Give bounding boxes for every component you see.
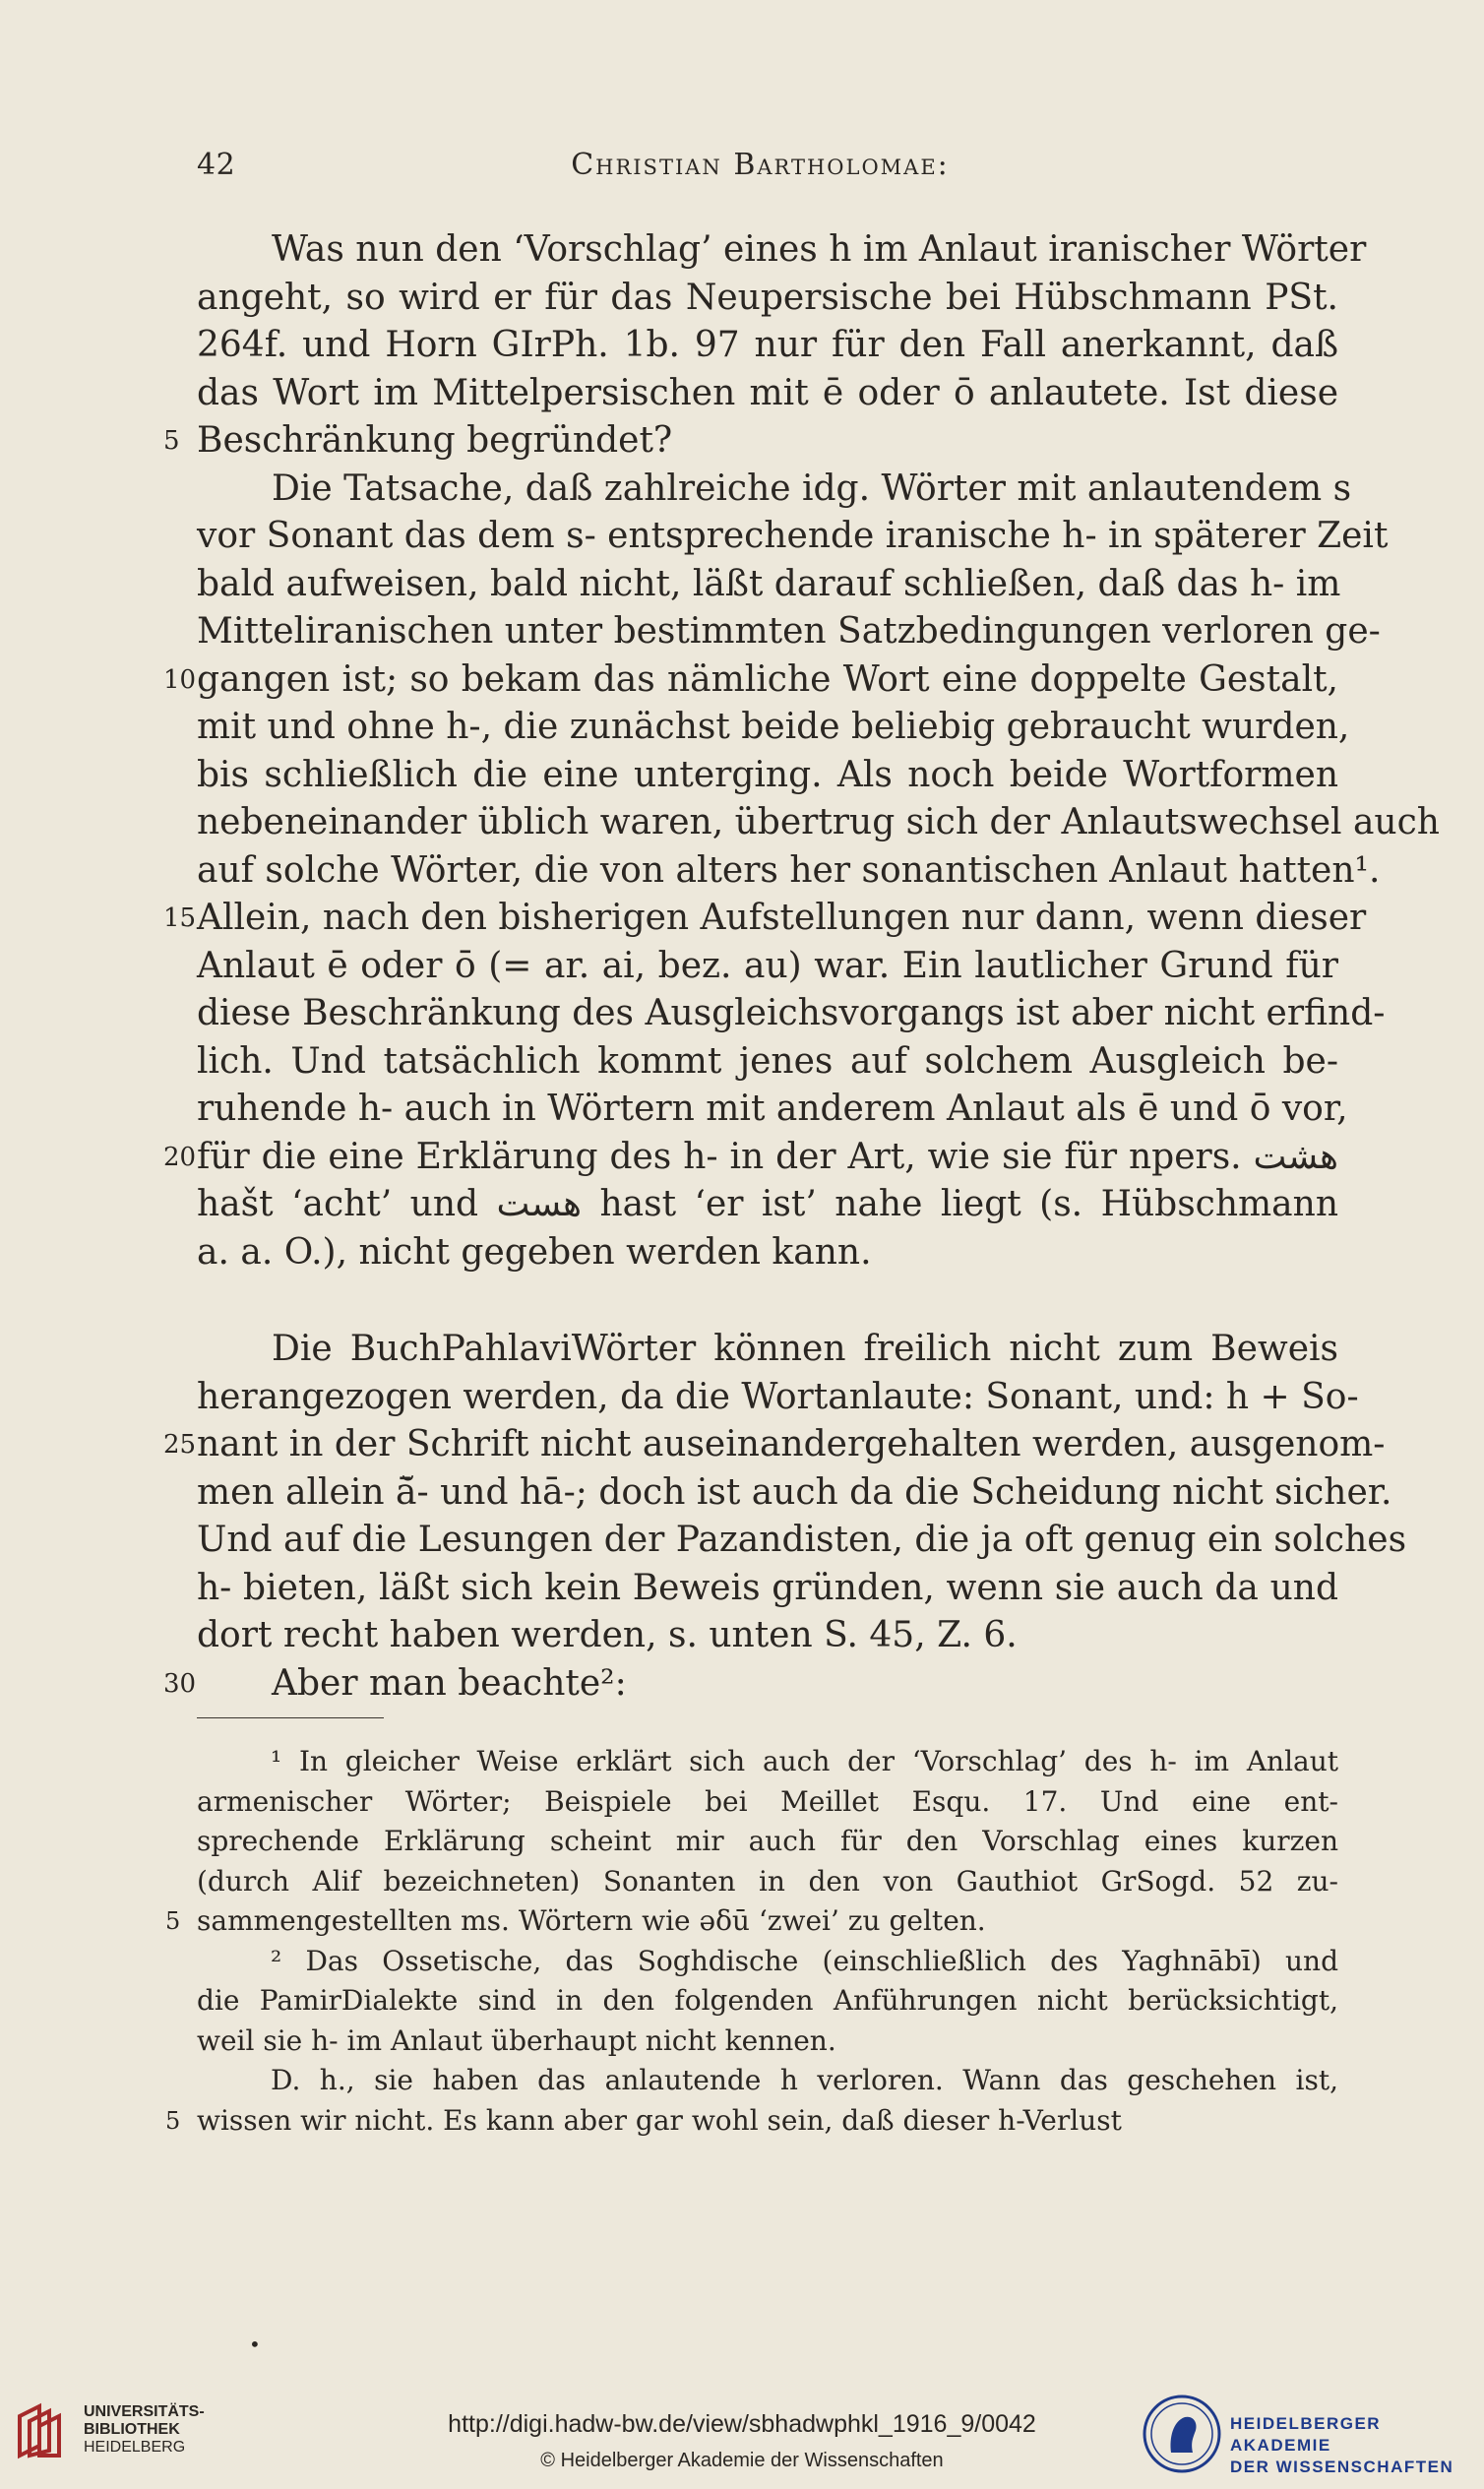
text-line: diese Beschränkung des Ausgleichsvorgangs ist aber nicht erfind-	[197, 993, 1386, 1033]
main-text	[163, 226, 1440, 1708]
footnote-line: wissen wir nicht. Es kann aber gar wohl sein, daß dieser h-Verlust	[197, 2103, 1122, 2137]
line-number: 30	[163, 1668, 197, 1699]
text-line: Anlaut ē oder ō (= ar. ai, bez. au) war. Ein lautlicher Grund für	[197, 945, 1338, 986]
text-line: nebeneinander üblich waren, übertrug sich der Anlautswechsel auch	[197, 802, 1440, 842]
text-line: men allein ā̆- und hā-; doch ist auch da die Scheidung nicht sicher.	[197, 1471, 1392, 1513]
line-number: 5	[165, 1907, 181, 1935]
line-number: 10	[163, 664, 197, 695]
footnote-line: ¹ In gleicher Weise erklärt sich auch der ‘Vorschlag’ des h- im Anlaut	[271, 1745, 1338, 1777]
text-line: hašt ‘acht’ und هست hast ‘er ist’ nahe liegt (s. Hübschmann	[197, 1184, 1338, 1224]
footnote-line: (durch Alif bezeichneten) Sonanten in den von Gauthiot GrSogd. 52 zu-	[197, 1864, 1338, 1898]
running-head	[197, 148, 1324, 183]
footnote-line: sprechende Erklärung scheint mir auch für den Vorschlag eines kurzen	[197, 1825, 1338, 1857]
academy-seal-icon	[1142, 2394, 1222, 2474]
footnote-line-wrap	[165, 1901, 1338, 1942]
copyright-notice: © Heidelberger Akademie der Wissenschaften	[540, 2450, 944, 2471]
line-number: 5	[163, 426, 180, 456]
text-line: Aber man beachte²:	[272, 1662, 627, 1704]
footnote-line: sammengestellten ms. Wörtern wie əδū ‘zwei’ zu gelten.	[197, 1904, 986, 1937]
library-line: HEIDELBERG	[84, 2439, 186, 2456]
text-line: Und auf die Lesungen der Pazandisten, die ja oft genug ein solches	[197, 1520, 1407, 1560]
footnote-line: die PamirDialekte sind in den folgenden Anführungen nicht berücksichtigt,	[197, 1984, 1338, 2017]
text-line: angeht, so wird er für das Neupersische bei Hübschmann PSt.	[197, 277, 1338, 318]
footnote-line: D. h., sie haben das anlautende h verloren. Wann das geschehen ist,	[271, 2064, 1338, 2096]
text-line: Was nun den ‘Vorschlag’ eines h im Anlaut iranischer Wörter	[272, 229, 1367, 270]
text-line: a. a. O.), nicht gegeben werden kann.	[197, 1231, 872, 1273]
text-line-wrap	[163, 1660, 1338, 1709]
library-line: UNIVERSITÄTS-	[84, 2403, 205, 2420]
paragraph-gap	[197, 1276, 1338, 1326]
academy-line: DER WISSENSCHAFTEN	[1230, 2458, 1454, 2476]
text-line: Die Tatsache, daß zahlreiche idg. Wörter mit anlautendem s	[272, 467, 1352, 509]
text-line: auf solche Wörter, die von alters her sonantischen Anlaut hatten¹.	[197, 849, 1381, 891]
text-line: dort recht haben werden, s. unten S. 45, Z. 6.	[197, 1615, 1018, 1655]
text-line-wrap	[163, 1134, 1338, 1182]
text-line-wrap	[163, 417, 1338, 466]
academy-line: HEIDELBERGER AKADEMIE	[1230, 2414, 1382, 2455]
footnote-line: weil sie h- im Anlaut überhaupt nicht kennen.	[197, 2023, 836, 2057]
line-number: 20	[163, 1142, 197, 1172]
text-line: vor Sonant das dem s- entsprechende iranische h- in späterer Zeit	[197, 516, 1389, 556]
footnote-line: armenischer Wörter; Beispiele bei Meillet Esqu. 17. Und eine ent-	[197, 1784, 1338, 1818]
text-line: nant in der Schrift nicht auseinandergehalten werden, ausgenom-	[197, 1424, 1386, 1464]
text-line: Die BuchPahlaviWörter können freilich nicht zum Beweis	[272, 1329, 1338, 1369]
academy-name	[1230, 2413, 1484, 2478]
text-line-wrap	[163, 1421, 1386, 1469]
text-line: lich. Und tatsächlich kommt jenes auf solchem Ausgleich be-	[197, 1040, 1338, 1082]
text-line: das Wort im Mittelpersischen mit ē oder ō anlautete. Ist diese	[197, 372, 1338, 413]
stray-mark: •	[249, 2333, 261, 2356]
footnote-line-wrap	[165, 2101, 1338, 2142]
footnote-rule	[197, 1717, 384, 1718]
text-line: gangen ist; so bekam das nämliche Wort eine doppelte Gestalt,	[197, 658, 1338, 700]
text-line: herangezogen werden, da die Wortanlaute: Sonant, und: h + So-	[197, 1376, 1359, 1417]
text-line: bald aufweisen, bald nicht, läßt darauf schließen, daß das h- im	[197, 563, 1341, 604]
text-line: Mitteliranischen unter bestimmten Satzbedingungen verloren ge-	[197, 611, 1381, 652]
text-line: 264f. und Horn GIrPh. 1b. 97 nur für den Fall anerkannt, daß	[197, 325, 1338, 365]
footnotes	[165, 1742, 1338, 2141]
line-number: 5	[165, 2106, 181, 2135]
line-number: 25	[163, 1430, 197, 1460]
text-line: Allein, nach den bisherigen Aufstellungen nur dann, wenn dieser	[197, 898, 1367, 938]
line-number: 15	[163, 903, 197, 933]
source-url[interactable]: http://digi.hadw-bw.de/view/sbhadwphkl_1916_9/0042	[448, 2410, 1036, 2438]
text-line: bis schließlich die eine unterging. Als noch beide Wortformen	[197, 754, 1338, 795]
text-line: für die eine Erklärung des h- in der Art, wie sie für npers. هشت	[197, 1136, 1338, 1177]
text-line: Beschränkung begründet?	[197, 420, 673, 461]
running-title: Christian Bartholomae:	[571, 148, 950, 182]
library-line: BIBLIOTHEK	[84, 2421, 180, 2438]
text-line: ruhende h- auch in Wörtern mit anderem Anlaut als ē und ō vor,	[197, 1089, 1348, 1129]
text-line-wrap	[163, 656, 1338, 705]
page-number: 42	[197, 148, 236, 182]
text-line-wrap	[163, 895, 1367, 943]
text-line: mit und ohne h-, die zunächst beide beliebig gebraucht wurden,	[197, 707, 1350, 747]
text-line: h- bieten, läßt sich kein Beweis gründen, wenn sie auch da und	[197, 1567, 1338, 1608]
footnote-line: ² Das Ossetische, das Soghdische (einschließlich des Yaghnābī) und	[271, 1944, 1338, 1977]
